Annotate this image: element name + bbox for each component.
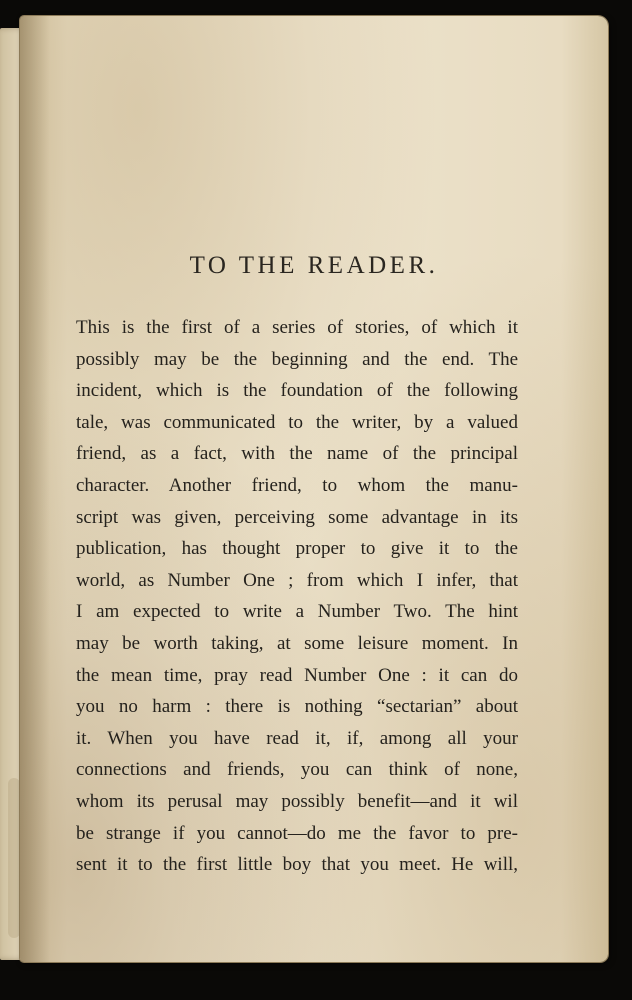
text-line: publication, has thought proper to give it to the <box>76 538 518 560</box>
text-line: This is the first of a series of stories, of which it <box>76 317 518 338</box>
text-line: tale, was communicated to the writer, by a valued <box>76 411 518 433</box>
text-line: it. When you have read it, if, among all your <box>76 727 518 749</box>
text-line: world, as Number One ; from which I infer, that <box>76 569 518 591</box>
body-text <box>76 312 518 881</box>
text-line: sent it to the first little boy that you meet. He will, <box>76 854 518 876</box>
text-line: incident, which is the foundation of the following <box>76 380 518 402</box>
text-line: the mean time, pray read Number One : it can do <box>76 664 518 686</box>
text-line: connections and friends, you can think of none, <box>76 759 518 781</box>
text-line: character. Another friend, to whom the manu- <box>76 474 518 496</box>
text-line: whom its perusal may possibly benefit—and it wil <box>76 790 518 812</box>
page-heading: TO THE READER. <box>189 252 439 279</box>
text-line: you no harm : there is nothing “sectarian” about <box>76 696 518 718</box>
book-page <box>20 16 608 962</box>
text-line: be strange if you cannot—do me the favor to pre- <box>76 822 518 844</box>
gutter-shadow <box>20 16 50 962</box>
text-line: friend, as a fact, with the name of the principal <box>76 443 518 465</box>
text-line: possibly may be the beginning and the end. The <box>76 348 518 370</box>
text-line: may be worth taking, at some leisure moment. In <box>76 632 518 654</box>
text-line: script was given, perceiving some advantage in its <box>76 506 518 528</box>
text-line: I am expected to write a Number Two. The hint <box>76 601 518 623</box>
